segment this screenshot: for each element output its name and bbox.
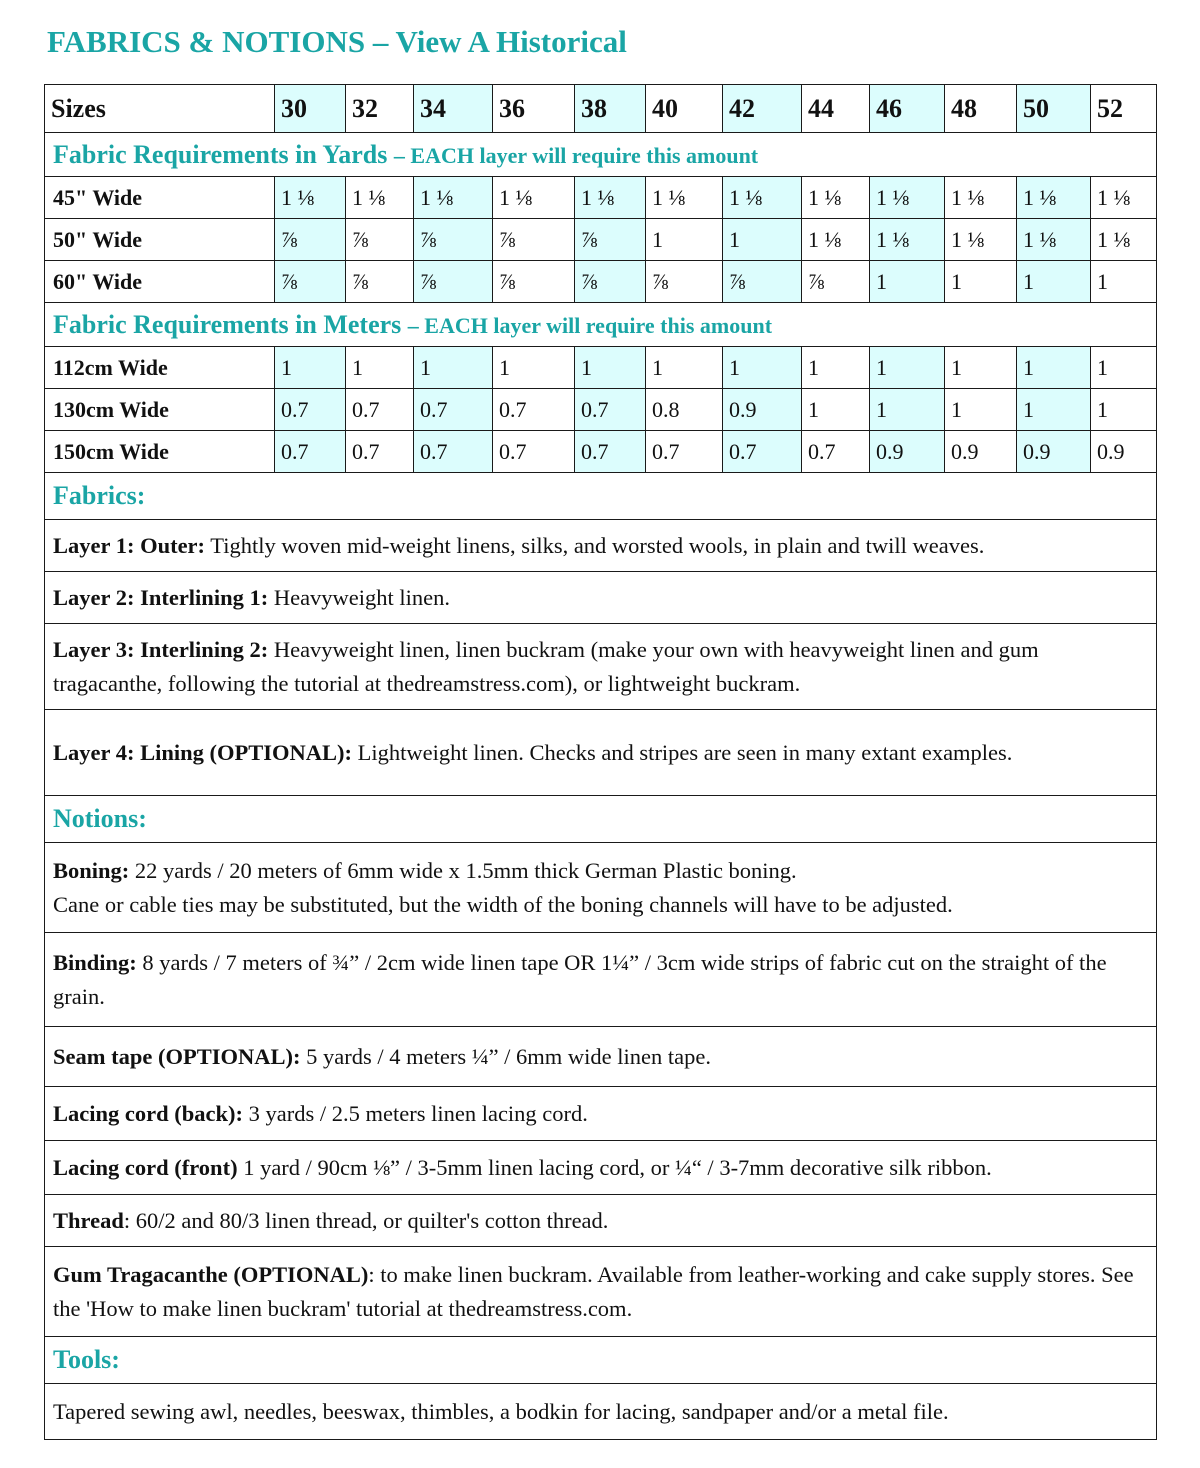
yardage-cell: ⅞ xyxy=(723,261,802,303)
size-cell: 50 xyxy=(1017,85,1091,133)
table-row xyxy=(45,347,1157,389)
fabric-item xyxy=(45,710,1157,796)
size-cell: 32 xyxy=(346,85,414,133)
meterage-cell: 0.9 xyxy=(723,389,802,431)
yardage-cell: ⅞ xyxy=(414,219,493,261)
notion-item-text: : 60/2 and 80/3 linen thread, or quilter's cotton thread. xyxy=(123,1207,609,1233)
meterage-cell: 0.9 xyxy=(1091,431,1157,473)
meterage-cell: 1 xyxy=(1091,347,1157,389)
meterage-cell: 1 xyxy=(723,347,802,389)
fabric-item-text: Heavyweight linen. xyxy=(268,584,451,610)
meterage-cell: 0.7 xyxy=(493,431,575,473)
table-row xyxy=(45,219,1157,261)
fabric-item xyxy=(45,624,1157,710)
fabric-item-label: Layer 2: Interlining 1: xyxy=(53,584,269,610)
fabric-item-cell xyxy=(45,624,1157,710)
notion-item xyxy=(45,1087,1157,1141)
notion-item-label: Seam tape (OPTIONAL): xyxy=(53,1043,301,1069)
meterage-cell: 0.7 xyxy=(414,389,493,431)
notion-item xyxy=(45,1141,1157,1195)
tools-section-header-title: Tools: xyxy=(53,1345,120,1374)
yardage-cell: 1 xyxy=(1017,261,1091,303)
yardage-cell: ⅞ xyxy=(275,261,346,303)
width-label xyxy=(45,431,275,473)
notion-item-label: Binding: xyxy=(53,949,137,975)
fabric-item-cell xyxy=(45,520,1157,572)
page-title: FABRICS & NOTIONS – View A Historical xyxy=(47,24,627,59)
notion-item-cell xyxy=(45,1247,1157,1337)
yardage-cell: 1 ⅛ xyxy=(275,177,346,219)
yardage-cell: 1 ⅛ xyxy=(346,177,414,219)
yards-section-header xyxy=(45,133,1157,177)
meterage-cell: 0.7 xyxy=(275,389,346,431)
yards-section-header-note: – EACH layer will require this amount xyxy=(393,142,759,168)
notion-item xyxy=(45,1247,1157,1337)
notions-section-header xyxy=(45,796,1157,843)
tools-item-cell: Tapered sewing awl, needles, beeswax, thimbles, a bodkin for lacing, sandpaper and/or a metal file. xyxy=(45,1384,1157,1440)
meterage-cell: 0.7 xyxy=(802,431,870,473)
width-label xyxy=(45,389,275,431)
yardage-cell: 1 xyxy=(870,261,945,303)
notion-item-text: 5 yards / 4 meters ¼” / 6mm wide linen tape. xyxy=(300,1043,712,1069)
notion-item-label: Boning: xyxy=(53,857,130,883)
yardage-cell: 1 ⅛ xyxy=(945,177,1017,219)
meterage-cell: 0.7 xyxy=(346,431,414,473)
yardage-cell: ⅞ xyxy=(493,261,575,303)
yardage-cell: ⅞ xyxy=(802,261,870,303)
table-row xyxy=(45,177,1157,219)
width-label-suffix: Wide xyxy=(114,396,169,422)
meterage-cell: 0.7 xyxy=(493,389,575,431)
notion-item-text-2: Cane or cable ties may be substituted, but the width of the boning channels will have to be adjusted. xyxy=(53,891,953,917)
yardage-cell: ⅞ xyxy=(414,261,493,303)
notion-item-text: 22 yards / 20 meters of 6mm wide x 1.5mm thick German Plastic boning. xyxy=(129,857,797,883)
size-cell: 52 xyxy=(1091,85,1157,133)
yardage-cell: 1 ⅛ xyxy=(1017,219,1091,261)
meterage-cell: 1 xyxy=(575,347,646,389)
meterage-cell: 0.8 xyxy=(646,389,723,431)
notion-item-cell xyxy=(45,1087,1157,1141)
notion-item-label: Lacing cord (back): xyxy=(53,1100,243,1126)
size-cell: 38 xyxy=(575,85,646,133)
fabric-item-label: Layer 3: Interlining 2: xyxy=(53,636,269,662)
yardage-cell: ⅞ xyxy=(575,219,646,261)
meterage-cell: 0.7 xyxy=(646,431,723,473)
meterage-cell: 0.7 xyxy=(723,431,802,473)
yardage-cell: 1 ⅛ xyxy=(802,219,870,261)
sizes-label: Sizes xyxy=(45,85,275,133)
meterage-cell: 1 xyxy=(945,389,1017,431)
width-label-suffix: Wide xyxy=(114,438,169,464)
meters-section-header-note: – EACH layer will require this amount xyxy=(407,312,773,338)
meterage-cell: 0.7 xyxy=(575,389,646,431)
meterage-cell: 1 xyxy=(1017,389,1091,431)
yardage-cell: 1 ⅛ xyxy=(945,219,1017,261)
yardage-cell: 1 ⅛ xyxy=(575,177,646,219)
notion-item-label: Gum Tragacanthe (OPTIONAL) xyxy=(53,1261,369,1287)
tools-section-header xyxy=(45,1337,1157,1384)
notion-item-text: 1 yard / 90cm ⅛” / 3-5mm linen lacing cord, or ¼“ / 3-7mm decorative silk ribbon. xyxy=(237,1154,992,1180)
fabric-item-label: Layer 1: Outer: xyxy=(53,532,206,558)
size-cell: 48 xyxy=(945,85,1017,133)
width-label: 60" Wide xyxy=(45,261,275,303)
table-row xyxy=(45,389,1157,431)
meters-section-header-row xyxy=(45,303,1157,347)
fabric-notions-table xyxy=(44,84,1157,1440)
size-cell: 30 xyxy=(275,85,346,133)
notion-item-label: Lacing cord (front) xyxy=(53,1154,238,1180)
meterage-cell: 1 xyxy=(646,347,723,389)
table-row xyxy=(45,261,1157,303)
fabrics-section-header-title: Fabrics: xyxy=(53,481,146,510)
width-label xyxy=(45,347,275,389)
size-cell: 46 xyxy=(870,85,945,133)
meterage-cell: 1 xyxy=(802,389,870,431)
notions-section-header-row xyxy=(45,796,1157,843)
table-row xyxy=(45,431,1157,473)
yards-section-header-row xyxy=(45,133,1157,177)
width-label-suffix: Wide xyxy=(112,354,168,380)
yards-section-header-title: Fabric Requirements in Yards xyxy=(53,139,388,169)
meterage-cell: 1 xyxy=(1017,347,1091,389)
size-cell: 44 xyxy=(802,85,870,133)
tools-item xyxy=(45,1384,1157,1440)
yardage-cell: ⅞ xyxy=(575,261,646,303)
meterage-cell: 0.7 xyxy=(575,431,646,473)
yardage-cell: 1 xyxy=(945,261,1017,303)
meterage-cell: 1 xyxy=(870,347,945,389)
width-label-size: 112cm xyxy=(53,354,113,380)
notion-item xyxy=(45,933,1157,1027)
width-label-size: 150cm xyxy=(53,438,115,464)
yardage-cell: 1 ⅛ xyxy=(1017,177,1091,219)
notion-item-cell xyxy=(45,1141,1157,1195)
tools-section-header-row xyxy=(45,1337,1157,1384)
meterage-cell: 1 xyxy=(414,347,493,389)
yardage-cell: 1 ⅛ xyxy=(1091,177,1157,219)
meterage-cell: 0.9 xyxy=(945,431,1017,473)
width-label: 50" Wide xyxy=(45,219,275,261)
meters-section-header xyxy=(45,303,1157,347)
notion-item-cell xyxy=(45,933,1157,1027)
meters-section-header-title: Fabric Requirements in Meters xyxy=(53,309,402,339)
notion-item-cell xyxy=(45,1195,1157,1247)
fabric-item xyxy=(45,520,1157,572)
width-label-size: 130cm xyxy=(53,396,115,422)
yardage-cell: ⅞ xyxy=(493,219,575,261)
notion-item xyxy=(45,843,1157,933)
yardage-cell: 1 ⅛ xyxy=(870,177,945,219)
fabrics-section-header xyxy=(45,473,1157,520)
meterage-cell: 1 xyxy=(275,347,346,389)
notions-section-header-title: Notions: xyxy=(53,804,147,833)
fabric-item-cell xyxy=(45,572,1157,624)
meterage-cell: 0.7 xyxy=(346,389,414,431)
notion-item xyxy=(45,1027,1157,1087)
notion-item xyxy=(45,1195,1157,1247)
size-cell: 40 xyxy=(646,85,723,133)
meterage-cell: 1 xyxy=(493,347,575,389)
fabric-item-label: Layer 4: Lining (OPTIONAL): xyxy=(53,739,352,765)
notion-item-label: Thread xyxy=(53,1207,124,1233)
fabrics-section-header-row xyxy=(45,473,1157,520)
fabric-item-cell xyxy=(45,710,1157,796)
yardage-cell: 1 xyxy=(646,219,723,261)
fabric-item-text: Lightweight linen. Checks and stripes are seen in many extant examples. xyxy=(351,739,1013,765)
fabric-item xyxy=(45,572,1157,624)
yardage-cell: 1 xyxy=(723,219,802,261)
yardage-cell: 1 ⅛ xyxy=(646,177,723,219)
size-cell: 36 xyxy=(493,85,575,133)
meterage-cell: 1 xyxy=(1091,389,1157,431)
meterage-cell: 0.7 xyxy=(414,431,493,473)
yardage-cell: 1 xyxy=(1091,261,1157,303)
notion-item-text: 8 yards / 7 meters of ¾” / 2cm wide linen tape OR 1¼” / 3cm wide strips of fabric cut on the straight of the grain. xyxy=(53,949,1107,1009)
width-label: 45" Wide xyxy=(45,177,275,219)
notion-item-cell xyxy=(45,1027,1157,1087)
yardage-cell: 1 ⅛ xyxy=(802,177,870,219)
yardage-cell: ⅞ xyxy=(646,261,723,303)
fabric-item-text: Heavyweight linen, linen buckram (make your own with heavyweight linen and gum tragacanthe, following the tutorial at thedreamstress.com), or lightweight buckram. xyxy=(53,636,1039,696)
yardage-cell: ⅞ xyxy=(275,219,346,261)
meterage-cell: 0.7 xyxy=(275,431,346,473)
size-cell: 34 xyxy=(414,85,493,133)
yardage-cell: 1 ⅛ xyxy=(723,177,802,219)
meterage-cell: 1 xyxy=(346,347,414,389)
yardage-cell: 1 ⅛ xyxy=(1091,219,1157,261)
size-cell: 42 xyxy=(723,85,802,133)
fabric-item-text: Tightly woven mid-weight linens, silks, and worsted wools, in plain and twill weaves. xyxy=(205,532,985,558)
yardage-cell: 1 ⅛ xyxy=(870,219,945,261)
meterage-cell: 1 xyxy=(870,389,945,431)
meterage-cell: 0.9 xyxy=(1017,431,1091,473)
meterage-cell: 1 xyxy=(802,347,870,389)
meterage-cell: 1 xyxy=(945,347,1017,389)
notion-item-text: 3 yards / 2.5 meters linen lacing cord. xyxy=(243,1100,588,1126)
yardage-cell: ⅞ xyxy=(346,261,414,303)
yardage-cell: ⅞ xyxy=(346,219,414,261)
notion-item-cell xyxy=(45,843,1157,933)
yardage-cell: 1 ⅛ xyxy=(493,177,575,219)
meterage-cell: 0.9 xyxy=(870,431,945,473)
yardage-cell: 1 ⅛ xyxy=(414,177,493,219)
sizes-row xyxy=(45,85,1157,133)
notion-item-text: : to make linen buckram. Available from leather-working and cake supply stores. See the 'How to make linen buckram' tutorial at thedreamstress.com. xyxy=(53,1261,1134,1321)
